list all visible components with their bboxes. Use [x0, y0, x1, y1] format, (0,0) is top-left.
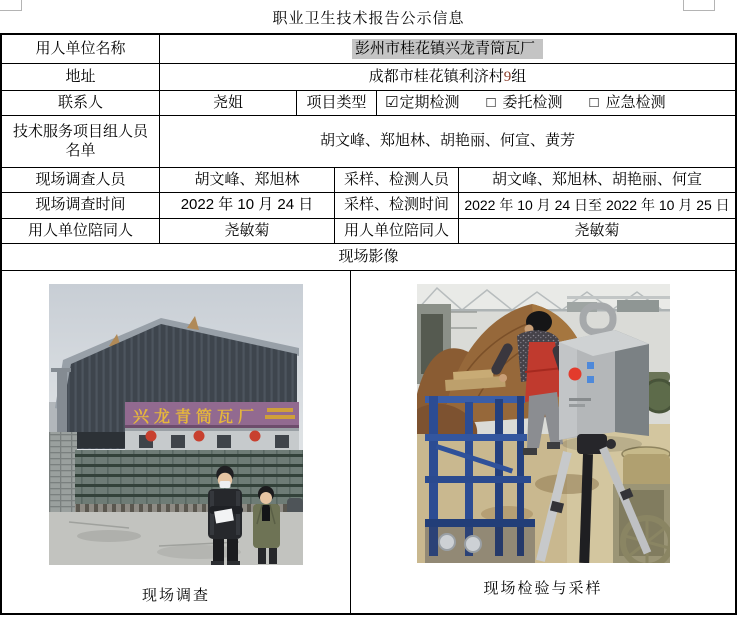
instrument-red-dot	[568, 368, 581, 381]
red-lantern	[194, 431, 205, 442]
project-type-options	[377, 91, 735, 115]
sampling-people-label: 采样、检测人员	[335, 168, 459, 192]
row-contact	[2, 91, 735, 116]
sign-phone-line	[265, 415, 295, 419]
option-entrusted-testing	[486, 94, 562, 113]
photo-cell-right	[351, 271, 735, 613]
option-entrusted-label: 委托检测	[502, 93, 563, 111]
sampling-time-value: 2022 年 10 月 24 日至 2022 年 10 月 25 日	[464, 196, 730, 213]
face-mask	[220, 481, 231, 488]
instrument-blue-label	[587, 376, 594, 383]
survey-people-value: 胡文峰、郑旭林	[160, 168, 335, 192]
survey-time-label: 现场调查时间	[2, 193, 160, 218]
row-media-header	[2, 244, 735, 271]
option-regular-testing	[385, 94, 459, 113]
caption-left: 现场调查	[141, 587, 210, 605]
sign-phone-line	[267, 408, 293, 412]
row-escort	[2, 219, 735, 244]
employer-label: 用人单位名称	[2, 35, 160, 63]
employer-value-cell	[160, 35, 735, 63]
escort-label-2: 用人单位陪同人	[335, 219, 459, 243]
team-label-line1: 技术服务项目组人员	[12, 122, 148, 140]
row-photos	[2, 271, 735, 613]
project-type-label: 项目类型	[297, 91, 377, 115]
address-suffix: 组	[511, 67, 527, 85]
site-photo-investigation	[49, 284, 303, 565]
option-emergency-label: 应急检测	[605, 93, 666, 111]
row-team	[2, 116, 735, 168]
sign-text: 兴龙青筒瓦厂	[133, 409, 260, 426]
escort-value-2: 尧敏菊	[574, 221, 620, 239]
site-photo-sampling	[417, 284, 670, 563]
checkbox-checked-icon: ☑	[385, 93, 399, 111]
row-address	[2, 64, 735, 91]
team-value: 胡文峰、郑旭林、胡艳丽、何宣、黄芳	[319, 132, 575, 150]
woman-face	[260, 492, 272, 504]
caption-right: 现场检验与采样	[483, 580, 603, 598]
report-table	[0, 33, 737, 615]
contact-label: 联系人	[2, 91, 160, 115]
sampling-scene-illustration	[417, 284, 670, 563]
survey-time-value: 2022 年 10 月 24 日	[160, 193, 335, 218]
factory-sign	[125, 402, 299, 428]
factory-scene-illustration	[49, 284, 303, 565]
escort-label-1: 用人单位陪同人	[2, 219, 160, 243]
checkbox-unchecked-icon: □	[486, 93, 496, 111]
photo-cell-left	[2, 271, 351, 613]
employer-value-highlighted: 彭州市桂花镇兴龙青筒瓦厂	[352, 39, 543, 60]
address-value	[160, 64, 735, 90]
red-lantern	[146, 431, 157, 442]
escort-value-1: 尧敏菊	[160, 219, 335, 243]
media-header: 现场影像	[338, 247, 399, 265]
address-number: 9	[503, 68, 512, 85]
address-label: 地址	[2, 64, 160, 90]
team-label-line2: 名单	[65, 141, 96, 159]
storefront-wall	[125, 428, 299, 452]
row-survey-time	[2, 193, 735, 219]
team-label	[2, 116, 160, 167]
option-emergency-testing	[590, 94, 666, 113]
sampling-time-label: 采样、检测时间	[335, 193, 459, 218]
row-survey-people	[2, 168, 735, 193]
contact-value: 尧姐	[160, 91, 297, 115]
red-lantern	[250, 431, 261, 442]
sampling-people-value: 胡文峰、郑旭林、胡艳丽、何宣	[491, 170, 702, 188]
option-regular-label: 定期检测	[399, 93, 460, 111]
checkbox-unchecked-icon: □	[589, 93, 599, 111]
page-title: 职业卫生技术报告公示信息	[272, 10, 465, 27]
instrument-blue-label	[587, 362, 594, 369]
survey-people-label: 现场调查人员	[2, 168, 160, 192]
address-text: 成都市桂花镇利济村	[368, 67, 504, 85]
row-employer	[2, 35, 735, 64]
